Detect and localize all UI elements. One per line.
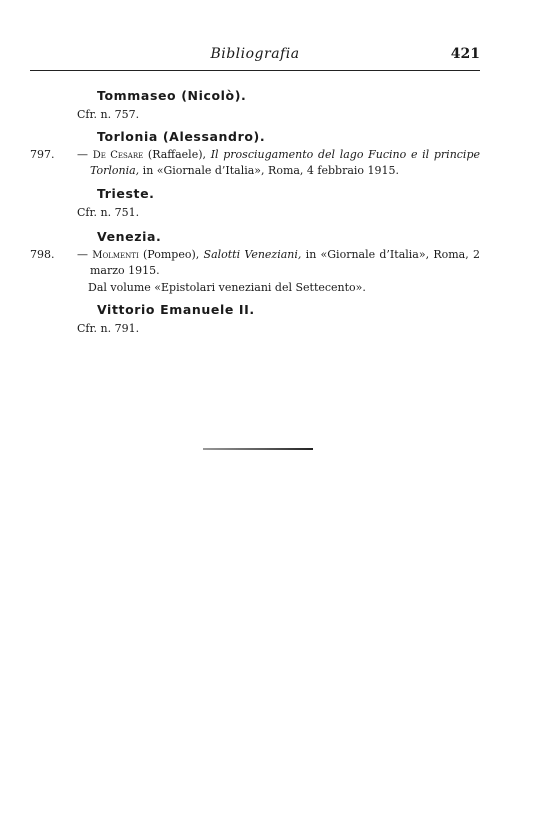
entry-number: 798. bbox=[30, 248, 55, 261]
section-heading: Vittorio Emanuele II. bbox=[97, 302, 255, 317]
entry-text bbox=[77, 247, 480, 278]
entry-number: 797. bbox=[30, 148, 55, 161]
section-vittorio-emanuele bbox=[0, 300, 550, 337]
entry-author: De Cesare bbox=[92, 150, 144, 161]
section-tommaseo bbox=[0, 86, 550, 123]
bibliography-entries bbox=[0, 86, 550, 337]
entry-author: Molmenti bbox=[92, 250, 139, 261]
entry-title: Il prosciugamento del lago Fucino e il principe Torlonia, bbox=[90, 148, 481, 177]
running-head bbox=[30, 46, 480, 68]
entry-note: Dal volume «Epistolari veneziani del Settecento». bbox=[88, 281, 366, 294]
end-rule bbox=[203, 448, 313, 450]
section-heading: Venezia. bbox=[97, 229, 162, 244]
bibliography-entry bbox=[0, 247, 550, 278]
header-rule bbox=[30, 70, 480, 71]
page-number: 421 bbox=[450, 46, 480, 62]
entry-dash: — bbox=[77, 148, 88, 161]
cross-reference: Cfr. n. 751. bbox=[77, 206, 140, 219]
section-trieste bbox=[0, 184, 550, 221]
bibliography-entry bbox=[0, 147, 550, 178]
entry-author-rest: (Raffaele), bbox=[147, 148, 206, 161]
entry-publication: in «Giornale d’Italia», Roma, 4 febbraio 1915. bbox=[142, 164, 400, 177]
entry-text bbox=[77, 147, 480, 178]
section-heading: Torlonia (Alessandro). bbox=[97, 129, 266, 144]
entry-author-rest: (Pompeo), bbox=[143, 248, 200, 261]
cross-reference: Cfr. n. 791. bbox=[77, 322, 140, 335]
section-torlonia bbox=[0, 127, 550, 178]
entry-title: Salotti Veneziani, bbox=[203, 248, 302, 261]
section-heading: Tommaseo (Nicolò). bbox=[97, 88, 247, 103]
cross-reference: Cfr. n. 757. bbox=[77, 108, 140, 121]
running-title: Bibliografia bbox=[210, 46, 300, 62]
entry-publication: in «Giornale d’Italia», Roma, 2 marzo 1915. bbox=[90, 248, 480, 277]
section-venezia bbox=[0, 227, 550, 296]
entry-dash: — bbox=[77, 248, 88, 261]
section-heading: Trieste. bbox=[97, 186, 155, 201]
